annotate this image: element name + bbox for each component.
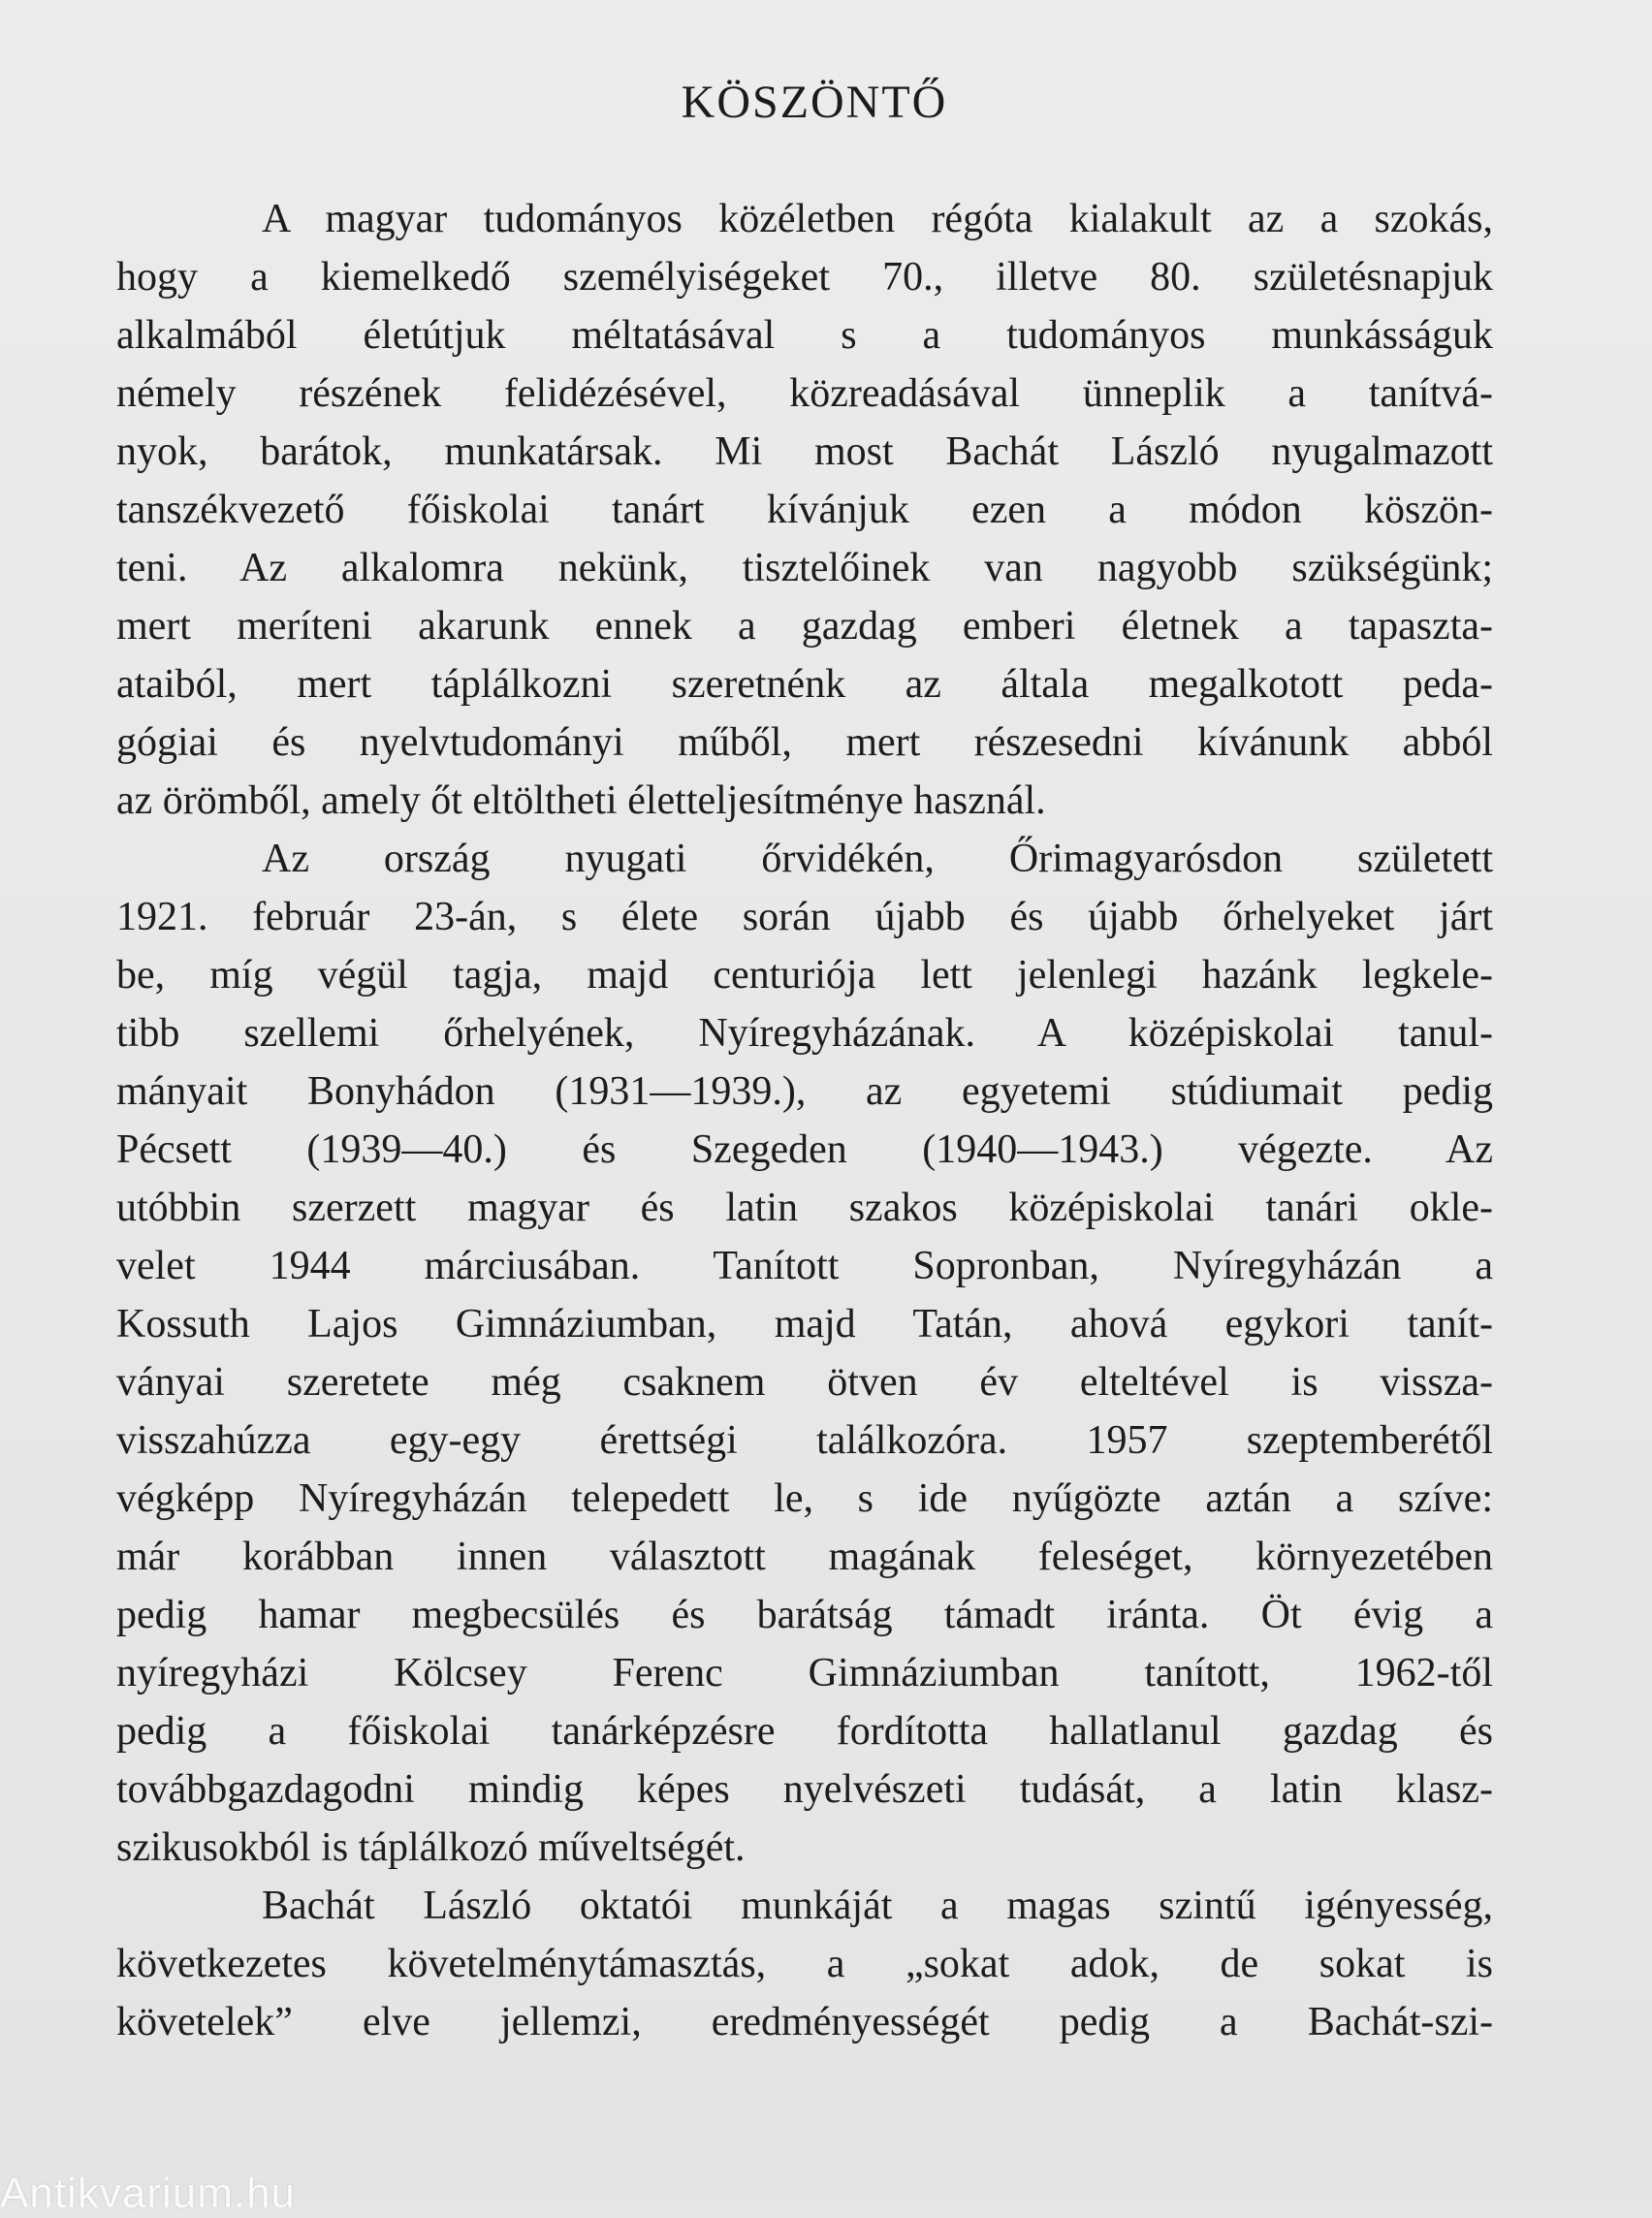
text-line: nyíregyházi Kölcsey Ferenc Gimnáziumban tanított, 1962-től (116, 1651, 1493, 1695)
text-line: már korábban innen választott magának feleséget, környezetében (116, 1535, 1493, 1579)
text-line: pedig hamar megbecsülés és barátság támadt iránta. Öt évig a (116, 1593, 1493, 1637)
text-line: Pécsett (1939—40.) és Szegeden (1940—1943.) végezte. Az (116, 1127, 1493, 1172)
text-line: következetes követelménytámasztás, a „sokat adok, de sokat is (116, 1942, 1493, 1986)
text-line: Kossuth Lajos Gimnáziumban, majd Tatán, ahová egykori tanít- (116, 1302, 1493, 1347)
text-line: tanszékvezető főiskolai tanárt kívánjuk ezen a módon köszön- (116, 488, 1493, 532)
text-line: alkalmából életútjuk méltatásával s a tudományos munkásságuk (116, 313, 1493, 358)
text-line: utóbbin szerzett magyar és latin szakos középiskolai tanári okle- (116, 1186, 1493, 1230)
body-text (116, 190, 1493, 2051)
text-line: némely részének felidézésével, közreadásával ünneplik a tanítvá- (116, 371, 1493, 416)
text-line: az örömből, amely őt eltöltheti életteljesítménye használ. (116, 778, 1046, 823)
text-line: mert meríteni akarunk ennek a gazdag emberi életnek a tapaszta- (116, 604, 1493, 649)
text-line: pedig a főiskolai tanárképzésre fordította hallatlanul gazdag és (116, 1709, 1493, 1754)
text-line: végképp Nyíregyházán telepedett le, s ide nyűgözte aztán a szíve: (116, 1476, 1493, 1521)
text-line: követelek” elve jellemzi, eredményességét pedig a Bachát-szi- (116, 2000, 1493, 2044)
text-line: hogy a kiemelkedő személyiségeket 70., illetve 80. születésnapjuk (116, 255, 1493, 300)
paragraph-3 (116, 1877, 1493, 2051)
text-line: visszahúzza egy-egy érettségi találkozóra. 1957 szeptemberétől (116, 1418, 1493, 1463)
text-line: nyok, barátok, munkatársak. Mi most Bachát László nyugalmazott (116, 429, 1493, 474)
text-line: velet 1944 márciusában. Tanított Sopronban, Nyíregyházán a (116, 1244, 1493, 1288)
text-line: ataiból, mert táplálkozni szeretnénk az általa megalkotott peda- (116, 662, 1493, 707)
watermark: Antikvarium.hu (0, 2170, 297, 2217)
text-line: mányait Bonyhádon (1931—1939.), az egyetemi stúdiumait pedig (116, 1069, 1493, 1114)
page-title: KÖSZÖNTŐ (681, 77, 948, 128)
text-line: Az ország nyugati őrvidékén, Őrimagyarósdon született (262, 837, 1493, 881)
text-line: be, míg végül tagja, majd centuriója lett jelenlegi hazánk legkele- (116, 953, 1493, 998)
paragraph-1 (116, 190, 1493, 830)
text-line: teni. Az alkalomra nekünk, tisztelőinek van nagyobb szükségünk; (116, 546, 1493, 590)
text-line: ványai szeretete még csaknem ötven év elteltével is vissza- (116, 1360, 1493, 1405)
text-line: Bachát László oktatói munkáját a magas szintű igényesség, (262, 1884, 1493, 1928)
text-line: gógiai és nyelvtudományi műből, mert részesedni kívánunk abból (116, 720, 1493, 765)
text-line: 1921. február 23-án, s élete során újabb és újabb őrhelyeket járt (116, 895, 1493, 939)
text-line: A magyar tudományos közéletben régóta kialakult az a szokás, (262, 197, 1493, 241)
text-line: tibb szellemi őrhelyének, Nyíregyházának. A középiskolai tanul- (116, 1011, 1493, 1056)
paragraph-2 (116, 830, 1493, 1877)
text-line: továbbgazdagodni mindig képes nyelvészeti tudását, a latin klasz- (116, 1767, 1493, 1812)
text-line: szikusokból is táplálkozó műveltségét. (116, 1825, 746, 1870)
